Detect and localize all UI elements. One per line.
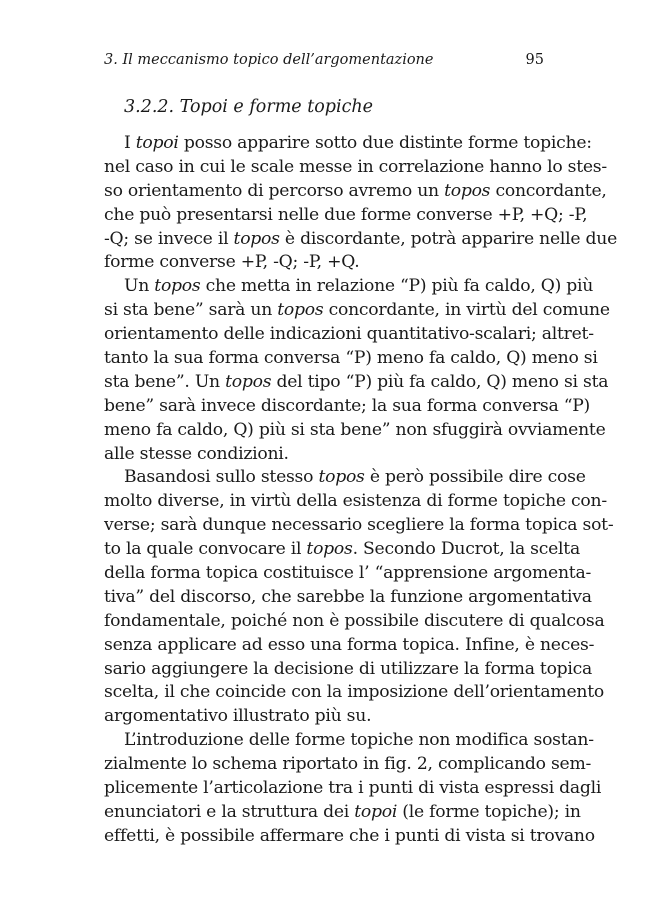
text-run: tiva” del discorso, che sarebbe la funzione argomentativa [104,586,592,607]
text-run: Un [124,276,155,297]
text-line [104,347,598,371]
text-run: si sta bene” sarà un [104,300,278,321]
text-line [104,801,581,825]
text-run: (le forme topiche); in [397,801,581,822]
text-line [104,204,588,228]
text-line [104,275,594,299]
text-run: I [124,133,136,153]
text-run: effetti, è possibile affermare che i punti di vista si trovano [104,825,595,846]
text-run: sta bene”. Un [104,371,226,392]
text-run: è però possibile dire cose [364,467,586,488]
italic-term: topos [225,371,272,392]
text-line [104,705,545,729]
text-line [104,299,610,323]
text-run: che può presentarsi nelle due forme converse +P, +Q; -P, [104,204,588,225]
text-line [104,586,592,610]
text-run: fondamentale, poiché non è possibile discutere di qualcosa [104,610,605,631]
text-run: bene” sarà invece discordante; la sua forma conversa “P) [104,395,590,416]
text-line [104,825,595,849]
text-run: L’introduzione delle forme topiche non modifica sostan- [124,730,594,751]
text-line [104,180,607,204]
text-run: nel caso in cui le scale messe in correlazione hanno lo stes- [104,156,607,177]
running-head [104,52,544,76]
text-line [104,419,606,443]
text-run: della forma topica costituisce l’ “apprensione argomenta- [104,563,592,584]
text-line [104,371,609,395]
text-run: forme converse +P, -Q; -P, +Q. [104,252,360,273]
text-run: plicemente l’articolazione tra i punti di vista espressi dagli [104,778,602,799]
text-line [104,753,592,777]
text-line [104,634,595,658]
text-run: concordante, in virtù del comune [323,300,610,321]
text-line [104,562,592,586]
text-run: posso apparire sotto due distinte forme topiche: [178,133,592,153]
text-run: sario aggiungere la decisione di utilizzare la forma topica [104,658,593,679]
text-run: senza applicare ad esso una forma topica. Infine, è neces- [104,634,595,655]
text-line [104,156,607,180]
text-line [104,251,545,275]
text-run: . Secondo Ducrot, la scelta [352,539,580,560]
italic-term: topos [154,276,201,297]
text-line [104,658,593,682]
italic-term: topos [233,228,280,249]
text-line [104,514,614,538]
text-run: concordante, [490,180,607,201]
text-run: è discordante, potrà apparire nelle due [279,228,618,249]
chapter-title: 3. Il meccanismo topico dell’argomentazione [104,52,434,68]
italic-term: topos [277,300,324,321]
text-run: che metta in relazione “P) più fa caldo, Q) più [200,276,594,297]
text-line [104,228,618,252]
text-line [104,323,594,347]
page-number: 95 [525,52,544,68]
text-line [104,490,607,514]
text-line [104,777,602,801]
text-line [104,610,605,634]
text-run: del tipo “P) più fa caldo, Q) meno si sta [271,371,609,392]
text-line [104,466,586,490]
text-run: molto diverse, in virtù della esistenza di forme topiche con- [104,491,607,512]
body-text [104,132,618,849]
text-run: scelta, il che coincide con la imposizione dell’orientamento [104,682,604,703]
text-run: to la quale convocare il [104,539,307,560]
text-run: meno fa caldo, Q) più si sta bene” non sfuggirà ovviamente [104,419,606,440]
text-run: -Q; se invece il [104,228,234,249]
italic-term: topoi [354,801,398,822]
section-heading: 3.2.2. Topoi e forme topiche [124,97,374,117]
text-line [104,681,604,705]
italic-term: topos [444,180,491,201]
italic-term: topos [306,539,353,560]
text-line [104,395,590,419]
text-run: zialmente lo schema riportato in fig. 2, complicando sem- [104,754,592,775]
italic-term: topos [318,467,365,488]
text-line [104,538,580,562]
text-run: so orientamento di percorso avremo un [104,180,445,201]
text-line [104,443,545,467]
text-run: verse; sarà dunque necessario scegliere la forma topica sot- [104,515,614,536]
text-run: argomentativo illustrato più su. [104,706,372,727]
text-run: alle stesse condizioni. [104,443,289,464]
italic-term: topoi [135,133,179,153]
text-run: tanto la sua forma conversa “P) meno fa caldo, Q) meno si [104,348,598,369]
text-run: enunciatori e la struttura dei [104,801,355,822]
text-line [104,132,592,156]
text-run: orientamento delle indicazioni quantitativo-scalari; altret- [104,324,594,345]
text-run: Basandosi sullo stesso [124,467,319,488]
text-line [104,729,594,753]
